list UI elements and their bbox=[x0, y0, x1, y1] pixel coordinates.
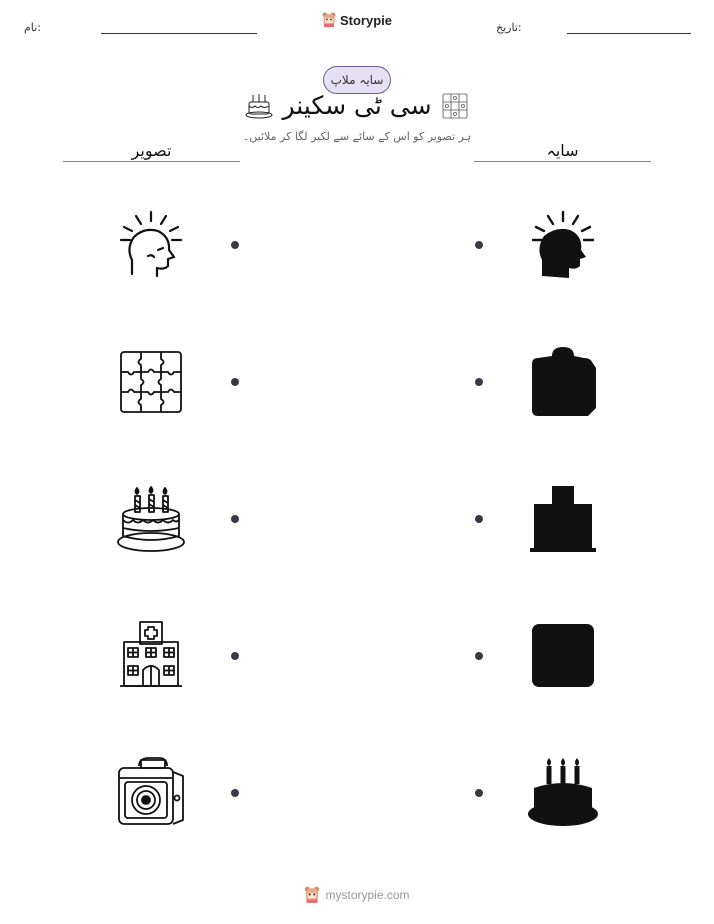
right-dot-4[interactable] bbox=[475, 652, 483, 660]
name-line[interactable] bbox=[101, 33, 257, 34]
hospital-icon[interactable] bbox=[118, 620, 184, 690]
date-label: تاریخ: bbox=[496, 21, 522, 34]
left-dot-2[interactable] bbox=[231, 378, 239, 386]
brand-header bbox=[0, 12, 714, 28]
storypie-logo-icon bbox=[304, 886, 320, 904]
birthday-cake-icon[interactable] bbox=[115, 486, 187, 554]
puzzle-icon[interactable] bbox=[119, 350, 183, 414]
footer-website[interactable]: mystorypie.com bbox=[325, 888, 410, 902]
left-dot-4[interactable] bbox=[231, 652, 239, 660]
name-label: نام: bbox=[24, 21, 41, 34]
head-ache-icon[interactable] bbox=[118, 210, 184, 280]
column-divider-left bbox=[63, 161, 240, 162]
hospital-silhouette-icon[interactable] bbox=[530, 484, 596, 554]
brand-name: Storypie bbox=[339, 12, 392, 28]
column-divider-right bbox=[474, 161, 651, 162]
right-dot-3[interactable] bbox=[475, 515, 483, 523]
left-dot-5[interactable] bbox=[231, 789, 239, 797]
activity-badge: سایہ ملاپ bbox=[323, 66, 391, 94]
puzzle-silhouette-icon[interactable] bbox=[530, 624, 596, 688]
left-dot-1[interactable] bbox=[231, 241, 239, 249]
cake-silhouette-icon[interactable] bbox=[527, 758, 599, 828]
instruction-text: ہر تصویر کو اس کے سائے سے لکیر لگا کر ملائیں۔ bbox=[242, 130, 472, 143]
right-dot-5[interactable] bbox=[475, 789, 483, 797]
storypie-logo-icon bbox=[322, 12, 336, 28]
column-header-picture: تصویر bbox=[131, 141, 172, 160]
camera-silhouette-icon[interactable] bbox=[530, 346, 596, 416]
footer bbox=[0, 886, 714, 904]
right-dot-1[interactable] bbox=[475, 241, 483, 249]
column-header-shadow: سایہ bbox=[546, 141, 579, 160]
camera-icon[interactable] bbox=[117, 756, 185, 828]
head-silhouette-icon[interactable] bbox=[530, 210, 596, 280]
left-dot-3[interactable] bbox=[231, 515, 239, 523]
right-dot-2[interactable] bbox=[475, 378, 483, 386]
date-line[interactable] bbox=[567, 33, 691, 34]
page-title: سی ٹی سکینر bbox=[282, 91, 432, 120]
puzzle-title-icon bbox=[442, 93, 468, 119]
